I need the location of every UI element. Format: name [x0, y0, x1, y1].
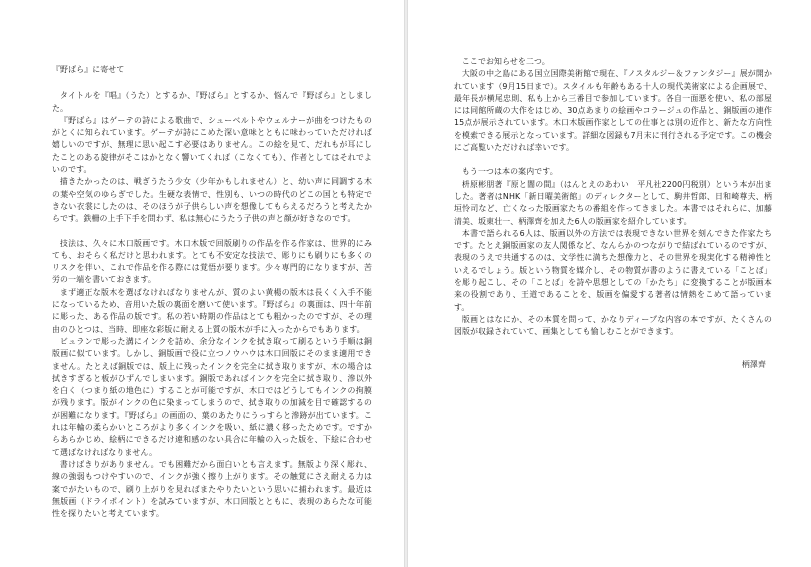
paragraph: まず適正な版木を選ばなければなりませんが、質のよい黄楊の版木は長くく入手不能になっているため、音用いた版の裏面を磨いて使います。『野ばら』の裏面は、四十年前に彫った、ある作品の版です。私の若い時期の作品はとても粗かったのですが、その理由のひとつは、当時、即座な彩版に耐える上質の版木が手に入ったからでもあります。 — [52, 287, 372, 334]
paragraph-gap — [52, 226, 372, 238]
paragraph-gap — [454, 154, 772, 166]
paragraph: ここでお知らせを二つ。 — [461, 57, 550, 66]
paragraph: 枡原彬朋著『原と闇の間』（はんとえのあわい 平凡社2200円税別）という本が出ました。著者はNHK「新日曜美術館」のディレクターとして、駒井哲郎、日和崎尊夫、柄垣怜司など、亡くなった版画家たちの番組を作ってきました。本書ではそれらに、加藤清美、坂東壮一、柄澤齊を加えた6人の版画家を紹介しています。 — [454, 179, 772, 226]
paragraph: 描きたかったのは、戦ぎうたう少女（少年かもしれません）と、幼い声に同調する木の葉や空気のゆらぎでした。生硬な表情で、性別も、いつの時代のどこの国とも特定できない衣裳にしたのは、そのほうが子供らしい声を想像してもらえるだろうと考えたからです。鉄柵の上手下手を問わず、私は無心にうたう子供の声と顔が好きなのです。 — [52, 177, 372, 224]
paragraph: 版画とはなにか、その本質を問って、かなりディープな内容の本ですが、たくさんの図版が収録されていて、画集としても愉しむことができます。 — [454, 314, 772, 337]
essay-title: 『野ばら』に寄せて — [52, 65, 125, 74]
author-signature: 柄澤齊 — [741, 359, 766, 369]
left-page — [0, 0, 404, 567]
paragraph: 技法は、久々に木口版画です。木口木版で回版刷りの作品を作る作家は、世界的にみても、おそらく私だけと思われます。とても不安定な技法で、彫りにも刷りにも多くのリスクを伴い、これで作品を作る際には覚悟が要ります。少々専門的になりますが、苦労の一端を書いておきます。 — [52, 238, 372, 285]
right-page — [408, 0, 811, 567]
paragraph: 書けばきりがありません。でも困難だから面白いとも言えます。無版より深く彫れ、線の強弱もつけやすいので、インクが強く擦り上がります。その触覚にさえ耐える力は案でがたいもので、刷り上がりを見ればまたやりたいという思いに捕われます。最近は無版画（ドライポイント）を試みていますが、木口回版とともに、表現のあらたな可能性を探りたいと考えています。 — [52, 459, 372, 519]
paragraph: もう一つは本の案内です。 — [461, 167, 558, 177]
left-text-column — [52, 64, 372, 520]
paragraph: 大阪の中之島にある国立国際美術館で現在、『ノスタルジー＆ファンタジー』展が開かれています（9月15日まで）。スタイルも年齢もある十人の現代美術家による企画展で、最年長が横尾忠則、私も上から三番目で参加しています。各自一面悪を使い、私の部屋には同館所蔵の大作をはじめ、30点あまりの絵画やコラージュの作品と、銅版画の連作15点が展示されています。木口木版画作家としての仕事とは別の近作と、新たな方向性を模索できる展示となっています。詳細な図録も7月末に刊行される予定です。この機会にご高覧いただければ幸いです。 — [454, 69, 772, 153]
paragraph: 『野ばら』はゲーテの詩による歌曲で、シューベルトやウェルナーが曲をつけたものがとくに知られています。ゲーテが詩にこめた深い意味とともに味わっていただければ嬉しいのですが、無理に思い起こす必要はありません。この絵を見て、だれもが耳にしたことのある旋律がそこはかとなく響いてくれば（こなくても）、作者としてはそれでよいのです。 — [52, 115, 372, 175]
paragraph: ビュランで彫った溝にインクを詰め、余分なインクを拭き取って刷るという手順は銅版画に似ています。しかし、銅版画で役に立つノウハウは木口回版にそのまま適用できません。たとえば銅版では、版上に残ったインクを完全に拭き取りますが、木の場合は拭きすぎると板がひずんでしまいます。銅版であればインクを完全に拭き取り、滲以外を白く（つまり紙の地色に）することが可能ですが、木口ではどうしてもインクの拘膜が残ります。版がインクの色に染まってしまうので、拭き取りの加減を目で確認するのが困難になります。『野ばら』の画面の、葉のあたりにうっすらと滲跡が出ています。これは年輪の柔らかいところがより多くインクを吸い、紙に濃く移ったためです。ですからあらかじめ、絵柄にできるだけ違和感のない具合に年輪の入った版を、下絵に合わせて選ばなければなりません。 — [52, 336, 372, 457]
paragraph: タイトルを『唱』（うた）とするか、『野ばら』とするか、悩んで『野ばら』としました。 — [52, 91, 372, 113]
right-text-column — [454, 56, 772, 379]
paragraph: 本書で語られる6人は、版画以外の方法では表現できない世界を刻んできた作家たちです。たとえ銅版画家の友人関係など、なんらかのつながりで結ばれているのですが、表現のうえで共通するのは、文学性に満ちた想像力と、その世界を現実化する精神性といえるでしょう。版という物質を媒介し、その物質が書のように書えている「ことば」を彫り起こし、その「ことば」を詩や思想としての「かたち」に変換することが版画本来の役割であり、王道であることを、版画を偏愛する著者は情熱をこめて語っています。 — [454, 228, 772, 312]
